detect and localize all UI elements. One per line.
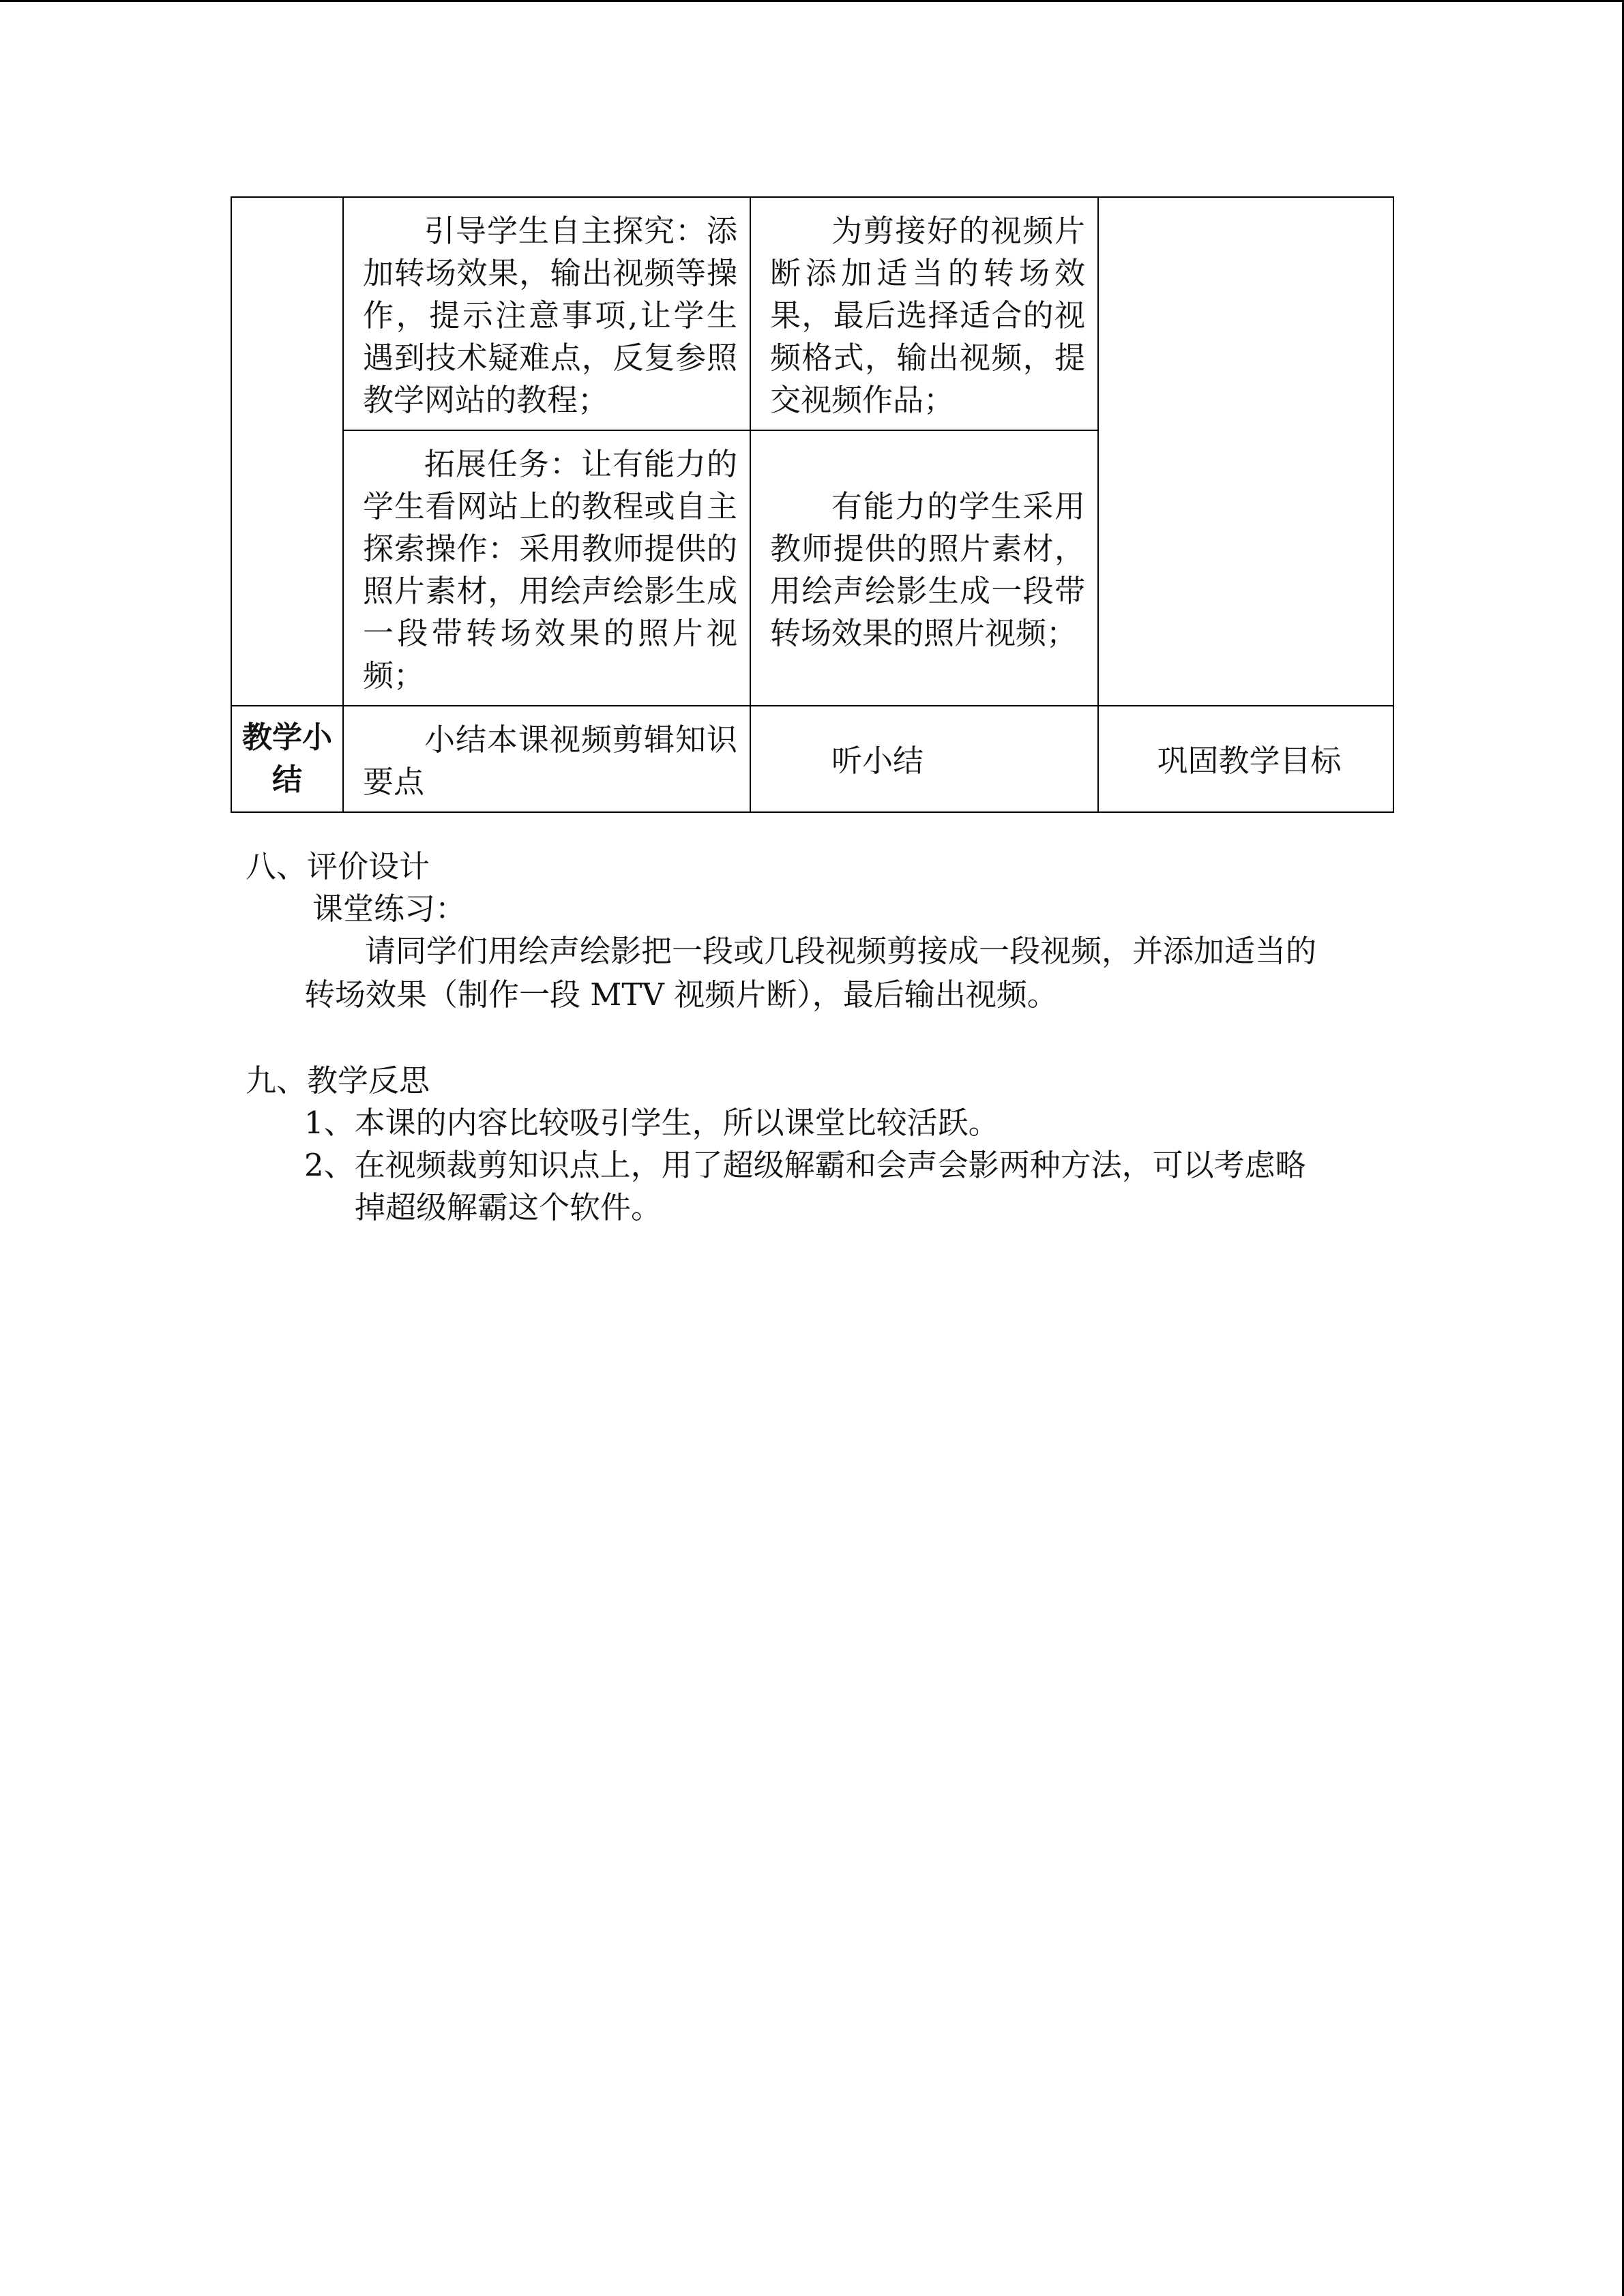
reflection-item: 2、在视频裁剪知识点上，用了超级解霸和会声会影两种方法，可以考虑略 xyxy=(304,1147,1306,1183)
stage-label-cell-empty xyxy=(231,197,343,706)
evaluation-subheading: 课堂练习： xyxy=(312,891,467,927)
evaluation-paragraph-line: 转场效果（制作一段 MTV 视频片断），最后输出视频。 xyxy=(304,976,1058,1013)
teacher-activity-text: 拓展任务：让有能力的学生看网站上的教程或自主探索操作：采用教师提供的照片素材，用绘声绘影生成一段带转场效果的照片视频； xyxy=(363,446,737,694)
teacher-activity-text: 引导学生自主探究：添加转场效果，输出视频等操作，提示注意事项,让学生遇到技术疑难点，反复参照教学网站的教程； xyxy=(363,213,737,418)
student-activity-cell xyxy=(750,706,1098,812)
table-row xyxy=(231,197,1393,430)
teacher-activity-cell xyxy=(343,197,750,430)
student-activity-text: 有能力的学生采用教师提供的照片素材，用绘声绘影生成一段带转场效果的照片视频； xyxy=(770,488,1085,651)
reflection-item: 1、本课的内容比较吸引学生，所以课堂比较活跃。 xyxy=(304,1105,999,1141)
reflection-heading: 九、教学反思 xyxy=(246,1062,430,1099)
table-row xyxy=(231,706,1393,812)
student-activity-cell xyxy=(750,197,1098,430)
design-intent-text: 巩固教学目标 xyxy=(1157,743,1342,779)
design-intent-cell-empty xyxy=(1098,197,1393,706)
student-activity-text: 为剪接好的视频片断添加适当的转场效果，最后选择适合的视频格式，输出视频，提交视频作品； xyxy=(770,213,1085,418)
student-activity-text: 听小结 xyxy=(831,743,924,779)
stage-label: 教学小结 xyxy=(242,720,332,797)
design-intent-cell xyxy=(1098,706,1393,812)
teacher-activity-cell xyxy=(343,706,750,812)
teacher-activity-cell xyxy=(343,430,750,706)
lesson-process-table xyxy=(231,196,1394,813)
teacher-activity-text: 小结本课视频剪辑知识要点 xyxy=(363,721,737,800)
page-top-border xyxy=(0,0,1624,2)
evaluation-heading: 八、评价设计 xyxy=(246,848,430,884)
stage-label-cell xyxy=(231,706,343,812)
student-activity-cell xyxy=(750,430,1098,706)
reflection-item-continuation: 掉超级解霸这个软件。 xyxy=(355,1189,662,1225)
evaluation-paragraph-line: 请同学们用绘声绘影把一段或几段视频剪接成一段视频，并添加适当的 xyxy=(365,933,1317,969)
